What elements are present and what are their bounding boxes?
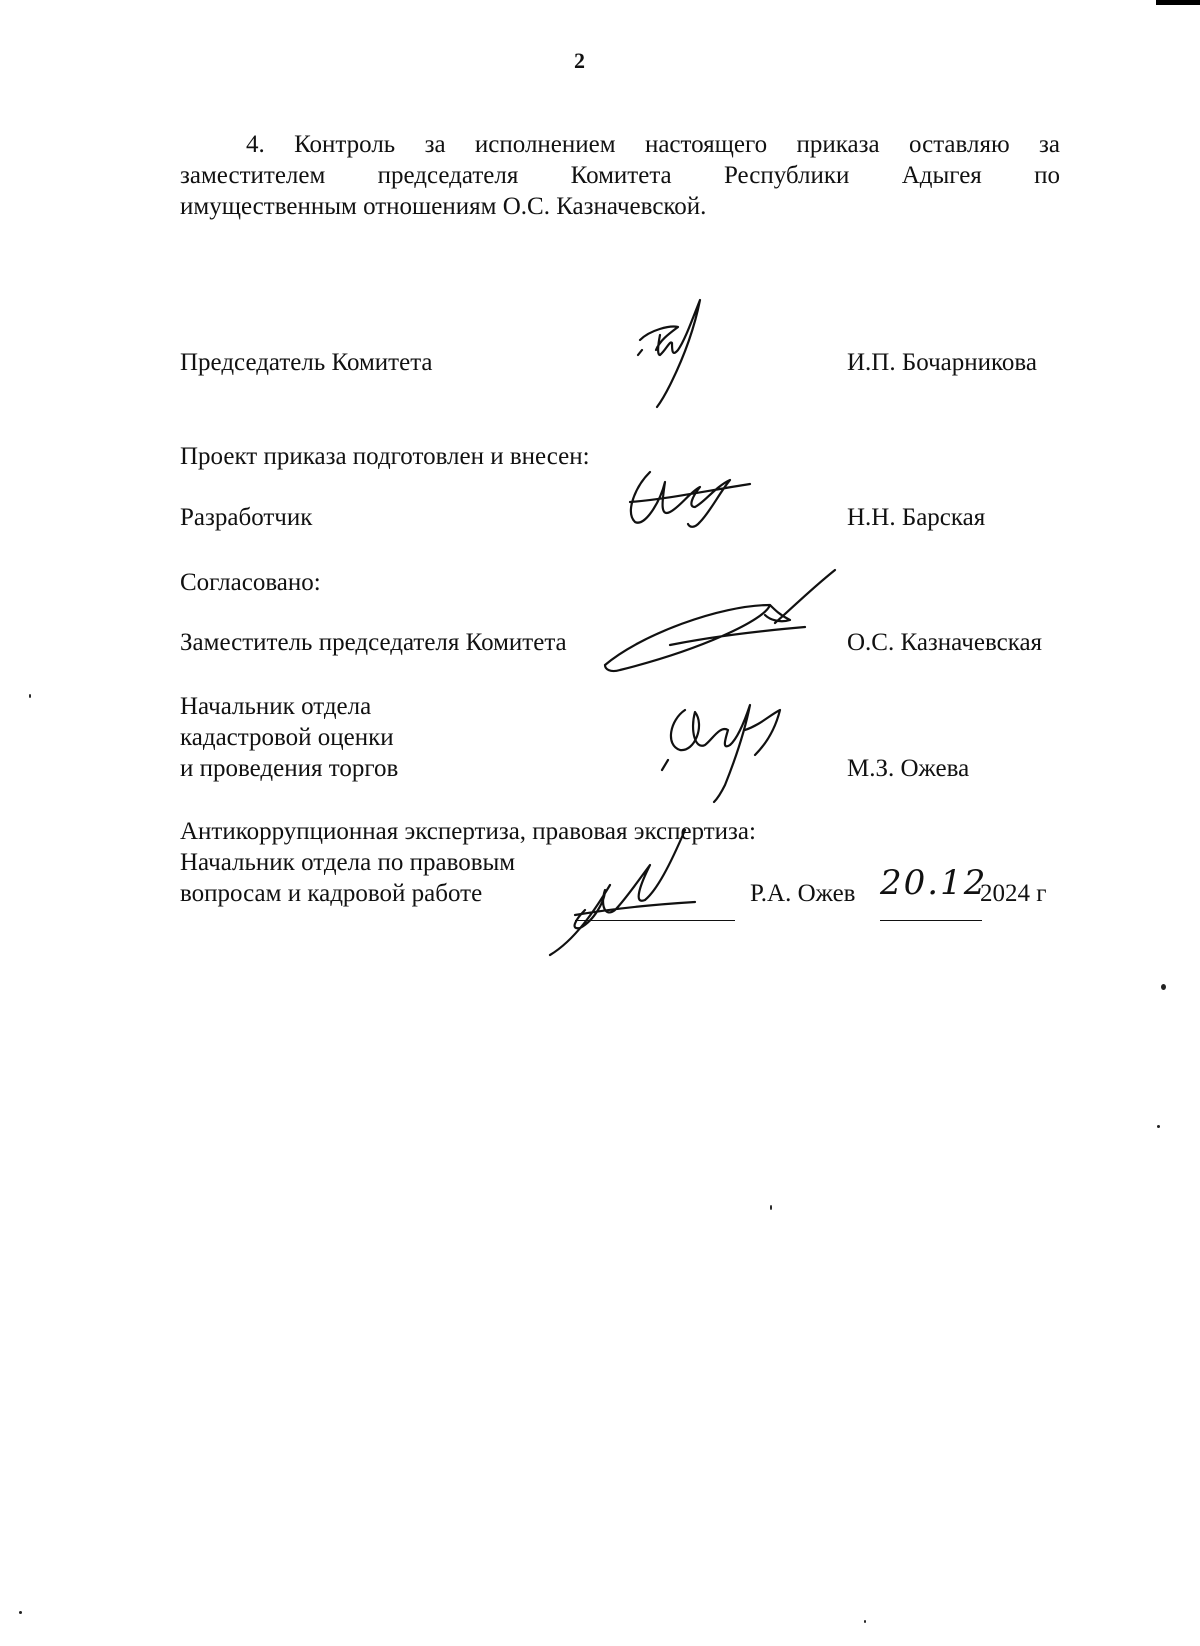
legal-head-name: Р.А. Ожев — [750, 880, 856, 907]
scan-speck — [864, 1620, 866, 1623]
prepared-heading: Проект приказа подготовлен и внесен: — [180, 443, 590, 470]
cadastral-head-name: М.З. Ожева — [847, 755, 970, 782]
legal-head-signature — [545, 810, 695, 960]
scan-speck — [1161, 984, 1166, 990]
cadastral-head-signature — [650, 690, 800, 810]
expertise-heading: Антикоррупционная экспертиза, правовая экспертиза: — [180, 818, 756, 845]
deputy-name: О.С. Казначевская — [847, 629, 1043, 656]
page-number: 2 — [574, 48, 585, 73]
scan-speck — [29, 694, 31, 698]
scan-speck — [1157, 1125, 1160, 1128]
control-paragraph — [180, 129, 1060, 222]
chairman-signature — [630, 295, 720, 415]
developer-title: Разработчик — [180, 504, 313, 531]
deputy-title: Заместитель председателя Комитета — [180, 629, 567, 656]
paragraph-line-2: заместителем председателя Комитета Республики Адыгея по — [180, 162, 1060, 189]
legal-title-line-1: Начальник отдела по правовым — [180, 849, 516, 876]
chairman-name: И.П. Бочарникова — [847, 349, 1037, 376]
agreed-heading: Согласовано: — [180, 569, 321, 596]
deputy-signature — [600, 565, 840, 675]
developer-signature — [620, 462, 760, 542]
scan-speck — [19, 1611, 22, 1614]
paragraph-line-1: 4. Контроль за исполнением настоящего приказа оставляю за — [246, 131, 1060, 158]
date-underline — [880, 920, 982, 921]
paragraph-line-3: имущественным отношениям О.С. Казначевской. — [180, 193, 707, 220]
cadastral-title-line-2: кадастровой оценки — [180, 724, 394, 751]
developer-name: Н.Н. Барская — [847, 504, 986, 531]
cadastral-title-line-3: и проведения торгов — [180, 755, 399, 782]
legal-year: 2024 г — [980, 880, 1047, 907]
scan-speck — [770, 1205, 772, 1210]
scan-edge-mark — [1156, 0, 1200, 5]
cadastral-title-line-1: Начальник отдела — [180, 693, 372, 720]
handwritten-date: 20.12 — [880, 863, 988, 903]
legal-title-line-2: вопросам и кадровой работе — [180, 880, 483, 907]
chairman-title: Председатель Комитета — [180, 349, 433, 376]
